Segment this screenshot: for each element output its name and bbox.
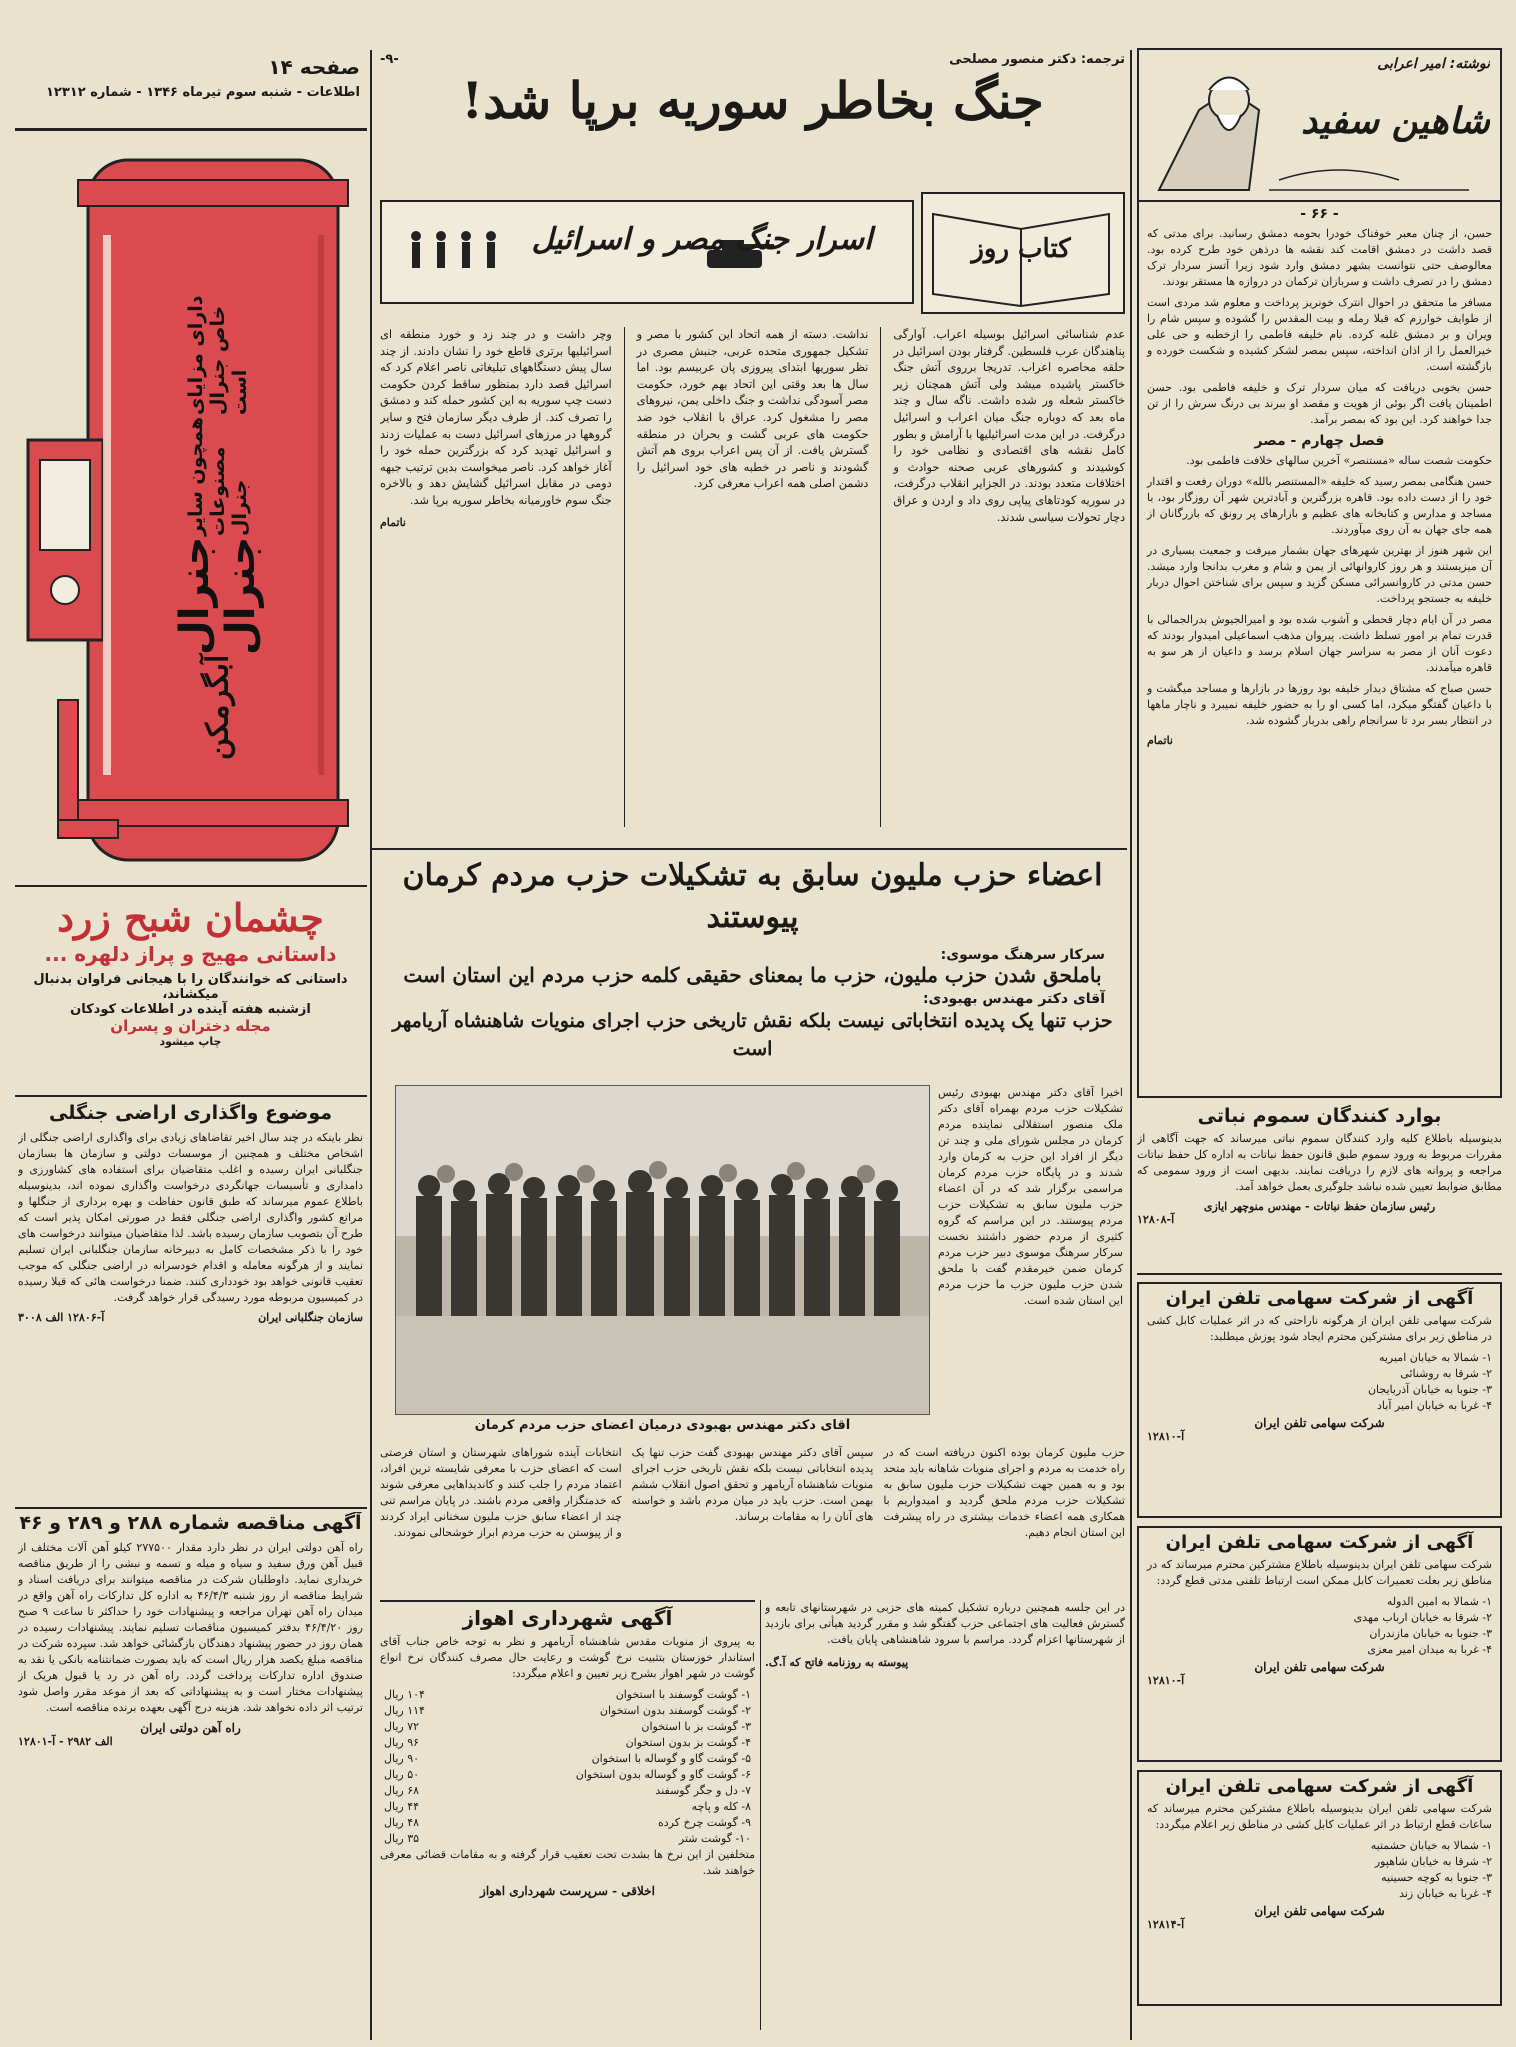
shahin-story-box	[1137, 48, 1502, 1098]
tender-notice-ref: الف ۲۹۸۲ - آ-۱۲۸۰۱	[18, 1735, 113, 1748]
meat-price: ۹۶ ریال	[384, 1736, 420, 1749]
kerman-footer-note: پیوسته به روزنامه فاتح که آ.گ.	[765, 1656, 909, 1669]
series-banner-title: اسرار جنگ مصر و اسرائیل	[531, 222, 873, 257]
forest-notice-body: نظر باینکه در چند سال اخیر تقاضاهای زیادی برای واگذاری اراضی جنگلی از اشخاص مختلف و همچنین از موسسات دولتی و سازمان ها بسازمان جنگلبانی ایران رسیده و اغلب متقاضیان برای استفاده های کشاورزی و دامداری و تأسیسات جهانگردی درخواست واگذاری نموده اند، بدینوسیله باطلاع عموم میرساند که طبق قانون حفاظت و بهره برداری از جنگلها و مراتع کشور واگذاری اراضی جنگلی فقط در صورتی امکان پذیر است که طرح آن بتصویب سازمان رسیده باشد. لذا متقاضیان میتوانند درخواست های خود را با ذکر مشخصات کامل به دبیرخانه سازمان جنگلبانی ایران تسلیم نمایند و از هرگونه معامله و اقدام خودسرانه در اراضی جنگلی که موجب تعقیب قانونی خواهد بود خودداری کنند. ضمنا درخواست هائی که قبلا رسیده در کمیسیون مربوطه مورد رسیدگی قرار خواهد گرفت.	[18, 1131, 363, 1304]
shahin-para-1: حسن، از چنان معبر خوفناک خودرا بحومه دمشق رسانید. برای مدتی که قصد داشت در دمشق اقامت کند نقشه ها درذهن خود طرح کرده بود. معالوصف حتی نتوانست بشهر دمشق وارد شود زیرا آتسز سردار ترک دمشق را در تصرف داشت و سربازان ترکمان در دروازه ها مستقر بودند.	[1147, 227, 1492, 288]
table-row	[380, 1687, 755, 1703]
shahin-episode: - ۶۶ -	[1300, 206, 1339, 222]
shahin-para-6: این شهر هنوز از بهترین شهرهای جهان بشمار میرفت و جمعیت بسیاری در آن میزیستند و هر روز کاروانهائی از یمن و شام و مغرب بدانجا وارد میشد. حسن مدتی در کاروانسرائی مسکن گزید و سپس برای شناختن احوال دربار خلیفه به جستجو پرداخت.	[1147, 544, 1492, 605]
book-of-day-badge	[921, 192, 1125, 314]
book-of-day-label: کتاب روز	[971, 234, 1071, 264]
forest-notice	[18, 1102, 363, 1502]
story-ad-title: چشمان شبح زرد	[57, 895, 324, 940]
table-row	[380, 1799, 755, 1815]
table-row	[380, 1751, 755, 1767]
meat-item: ۱۰- گوشت شتر	[678, 1832, 751, 1845]
ad-brand-line: آبگرمکن	[200, 654, 236, 760]
shahin-para-4: حکومت شصت ساله «مستنصر» آخرین سالهای خلافت فاطمی بود.	[1186, 454, 1492, 467]
shahin-title: شاهین سفید	[1300, 100, 1490, 142]
story-ad-subtitle: داستانی مهیج و پراز دلهره ...	[44, 942, 337, 966]
table-row	[380, 1735, 755, 1751]
meat-price: ۹۰ ریال	[384, 1752, 420, 1765]
kerman-side-text: اخیرا آقای دکتر مهندس بهبودی رئیس تشکیلات حزب مردم بهمراه آقای دکتر ملک منصور استقلالی نماینده مردم کرمان در مجلس شورای ملی و چند تن دیگر از افراد این حزب به کرمان وارد شدند و در پایگاه حزب مردم کرمان مراسمی برگزار شد که در آن اعضاء حزب ملیون سابق به تشکیلات حزب مردم پیوستند. در این مراسم که گروه کثیری از مردم حضور داشتند نخست سرکار سرهنگ موسوی دبیر حزب مردم کرمان ضمن خیرمقدم گفت با ملحق شدن حزب ملیون حزب ما حزب مردم این استان شده است.	[938, 1086, 1123, 1307]
kerman-group-photo	[395, 1085, 930, 1415]
meat-price-table	[380, 1687, 755, 1847]
list-item: ۴- غربا به خیابان امیر آباد	[1377, 1399, 1492, 1412]
story-ad-line1: داستانی که خوانندگان را با هیجانی فراوان بدنبال میکشاند،	[33, 972, 348, 1002]
meat-price: ۵۰ ریال	[384, 1768, 420, 1781]
phone-ad-body: شرکت سهامی تلفن ایران بدینوسیله باطلاع مشترکین محترم میرساند که ساعات قطع ارتباط در اثر عملیات کابل کشی در مناطق زیر اعلام میگردد:	[1147, 1802, 1492, 1831]
syria-column-1: عدم شناسائی اسرائیل بوسیله اعراب. آوارگی پناهندگان عرب فلسطین. گرفتار بودن اسرائیل در حلقه محاصره اعراب. تدریجا برروی آتش جنگ خاکستر پاشیده میشد ولی آتش همچنان زیر خاکستر شعله ور شده داشت. ناگه سال و چند ماه بعد که دوباره جنگ میان اعراب و اسرائیل درگرفت. در این مدت اسرائیلیها با آرامش و بطور کامل نقشه های اقتصادی و نظامی خود را کوشیدند و کشورهای عربی صحنه حوادث و اختلافات متعدد بودند. در الجزایر انقلاب درگرفت، در سوریه کودتاهای پیاپی روی داد و اردن و عراق دچار تحولات سیاسی شدند.	[893, 328, 1125, 524]
meat-price: ۶۸ ریال	[384, 1784, 420, 1797]
ahvaz-notice-note: متخلفین از این نرخ ها بشدت تحت تعقیب قرار گرفته و به مقامات قضائی معرفی خواهند شد.	[380, 1848, 755, 1877]
ad-tagline-2: دارای مزایای خاص جنرال است	[185, 295, 251, 416]
series-banner	[380, 200, 914, 304]
shahin-author: نوشته: امیر اعرابی	[1377, 56, 1490, 72]
list-item: ۱- شمالا به خیابان امیریه	[1378, 1351, 1492, 1364]
phone-ad-signer: شرکت سهامی تلفن ایران	[1254, 1904, 1385, 1918]
tender-notice-body: راه آهن دولتی ایران در نظر دارد مقدار ۲۷۷۵۰۰ کیلو آهن آلات مختلف از قبیل آهن ورق سفید و سیاه و میله و تسمه و نبشی را از طریق مناقصه خریداری نماید. داوطلبان شرکت در مناقصه میتوانند برای دریافت اسناد و شرایط مناقصه از روز شنبه ۴۶/۴/۳ به اداره کل تدارکات راه آهن واقع در میدان راه آهن تهران مراجعه و پیشنهادات خود را حداکثر تا ساعت ۹ صبح روز ۴۶/۴/۲۰ بدفتر کمیسیون مناقصات تسلیم نمایند. پیشنهادات رسیده در همان روز در حضور پیشنهاد دهندگان بازگشائی خواهد شد. سپرده شرکت در مناقصه مبلغ یکصد هزار ریال است که باید بصورت ضمانتنامه بانکی یا نقد به صندوق اداره تدارکات پرداخت گردد. راه آهن در رد یا قبول هریک از پیشنهادات مختار است و به پیشنهاداتی که بعد از موعد مقرر واصل شود ترتیب اثر داده نخواهد شد. هزینه درج آگهی بعهده برنده مناقصه است.	[18, 1541, 363, 1714]
pesticide-notice-body: بدینوسیله باطلاع کلیه وارد کنندگان سموم نباتی میرساند که جهت آگاهی از مقررات مربوط به ورود سموم طبق قانون حفظ نباتات به اداره کل حفظ نباتات مراجعه و پروانه های لازم را دریافت نمایند. بدیهی است از ورود سمومی که مطابق ضوابط تعیین شده نباشد جلوگیری بعمل خواهد آمد.	[1137, 1132, 1502, 1193]
table-row	[380, 1719, 755, 1735]
tender-notice	[18, 1512, 363, 2032]
shahin-chapter: فصل چهارم - مصر	[1254, 433, 1385, 449]
list-item: ۴- غربا به خیابان زند	[1399, 1887, 1492, 1900]
group-photo-image	[396, 1086, 930, 1415]
meat-price: ۳۵ ریال	[384, 1832, 420, 1845]
meat-item: ۷- دل و جگر گوسفند	[655, 1784, 751, 1797]
pesticide-notice	[1137, 1105, 1502, 1275]
table-row	[380, 1703, 755, 1719]
kerman-headline: اعضاء حزب ملیون سابق به تشکیلات حزب مردم کرمان پیوستند	[402, 858, 1103, 935]
meat-price: ۱۱۴ ریال	[384, 1704, 425, 1717]
ahvaz-notice-intro: به پیروی از منویات مقدس شاهنشاه آریامهر و نظر به توجه خاص جناب آقای استاندار خوزستان بتثبیت نرخ گوشت و رعایت حال مصرف کنندگان نرخ انواع گوشت در شهر اهواز بشرح زیر تعیین و اعلام میگردد:	[380, 1635, 755, 1680]
tender-notice-title: آگهی مناقصه شماره ۲۸۸ و ۲۸۹ و ۴۶	[19, 1512, 362, 1534]
list-item: ۱- شمالا به امین الدوله	[1386, 1595, 1492, 1608]
phone-ad-title: آگهی از شرکت سهامی تلفن ایران	[1165, 1532, 1474, 1553]
list-item: ۲- شرقا به روشنائی	[1400, 1367, 1492, 1380]
speaker-1: سرکار سرهنگ موسوی:	[940, 947, 1105, 963]
meat-item: ۸- کله و پاچه	[691, 1800, 751, 1813]
phone-ad	[1137, 1770, 1502, 2006]
quote-2: حزب تنها یک پدیده انتخاباتی نیست بلکه نقش تاریخی حزب اجرای منویات شاهنشاه آریامهر است	[392, 1010, 1113, 1060]
meat-item: ۵- گوشت گاو و گوساله با استخوان	[591, 1752, 751, 1765]
kerman-body-bottom	[765, 1600, 1125, 2035]
meat-price: ۷۲ ریال	[384, 1720, 420, 1733]
phone-ad	[1137, 1526, 1502, 1762]
meat-item: ۲- گوشت گوسفند بدون استخوان	[599, 1704, 751, 1717]
shahin-para-8: حسن صباح که مشتاق دیدار خلیفه بود روزها در بازارها و مساجد میگشت و با داعیان گفتگو میکرد، اما کسی او را به حضور خلیفه نمیبرد و ناچار ماهها در انتظار بسر برد تا سرانجام راهی بدربار گشوده شد.	[1147, 682, 1492, 727]
shahin-continued: ناتمام	[1147, 734, 1173, 747]
kerman-body-col-1: حزب ملیون کرمان بوده اکنون دریافته است که در راه خدمت به مردم و اجرای منویات شاهانه باید متحد بود و به همین جهت تشکیلات حزب ملیون سابق به تشکیلات حزب مردم ملحق گردید و امیدواریم با همکاری همه اعضاء خدمات بیشتری در راه پیشرفت این استان انجام دهیم.	[883, 1446, 1125, 1539]
table-row	[380, 1831, 755, 1847]
forest-notice-signer: سازمان جنگلبانی ایران	[258, 1311, 363, 1324]
shahin-para-2: مسافر ما متحقق در احوال انترک خونریز پرداخت و معلوم شد مردی است از طوایف خوارزم که قبلا رمله و بیت المقدس را گشوده و سپس شام را ویران و بر دمشق غلبه کرده. نام خلیفه فاطمی را ازخطبه و حی علی خیرالعمل را از اذان انداخته، سپس بمصر لشکر کشیده و شکست خورده و بازگشته است.	[1147, 296, 1492, 373]
table-row	[380, 1783, 755, 1799]
syria-article	[380, 52, 1125, 844]
pesticide-notice-ref: آ-۱۲۸۰۸	[1137, 1213, 1175, 1226]
syria-headline: جنگ بخاطر سوریه برپا شد!	[461, 71, 1044, 130]
kerman-body-top	[380, 1445, 1125, 1595]
phone-ad-areas	[1147, 1350, 1492, 1414]
phone-ad-ref: آ-۱۲۸۱۰	[1147, 1674, 1185, 1687]
phone-ad-areas	[1147, 1838, 1492, 1902]
shahin-story-header	[1139, 50, 1500, 202]
table-row	[380, 1767, 755, 1783]
meat-item: ۳- گوشت بز با استخوان	[641, 1720, 751, 1733]
phone-ad-ref: آ-۱۲۸۱۴	[1147, 1918, 1185, 1931]
phone-ad-body: شرکت سهامی تلفن ایران بدینوسیله باطلاع مشترکین محترم میرساند که در مناطق زیر بعلت تعمیرات کابل ممکن است ارتباط تلفنی مدتی قطع گردد:	[1147, 1558, 1492, 1587]
syria-column-2: نداشت. دسته از همه اتحاد این کشور با مصر و تشکیل جمهوری متحده عربی، جنبش مصری در نظر سوریها ابتدای پیروزی پان عربیسم بود. اما سال ها بعد وقتی این اتحاد بهم خورد، حکومت مصر آسودگی نداشت و جنگ داخلی یمن، نیروهای مصر را مشغول کرد. عراق با انقلاب خود ضد حکومت های عربی گشت و بحران در منطقه گسترش یافت. از آن پس اعراب بروی هم آتش گشودند و ناصر در خطبه های خود اسرائیل را دشمن اصلی همه اعراب معرفی کرد.	[636, 328, 869, 491]
translator-credit: ترجمه: دکتر منصور مصلحی	[949, 52, 1125, 67]
story-ad	[18, 895, 363, 1090]
story-ad-line3: مجله دختران و پسران	[110, 1017, 271, 1035]
ahvaz-notice-signer: اخلاقی - سرپرست شهرداری اهواز	[480, 1884, 655, 1898]
shahin-para-5: حسن هنگامی بمصر رسید که خلیفه «المستنصر بالله» دوران رفعت و اقتدار خود را از دست داده بود. قاهره بزرگترین و آبادترین شهر آن روزگار بود، با مساجد و مدارس و کتابخانه های عظیم و بازارهای پر رونق که بازرگانان از همه جای جهان به آن روی میآوردند.	[1147, 475, 1492, 536]
ad-brand-name: جنرال جنرال	[172, 536, 264, 655]
list-item: ۳- جنوبا به کوچه حسینیه	[1381, 1871, 1492, 1884]
quote-1: باملحق شدن حزب ملیون، حزب ما بمعنای حقیقی کلمه حزب مردم این استان است	[403, 963, 1102, 987]
phone-ad-title: آگهی از شرکت سهامی تلفن ایران	[1165, 1288, 1474, 1309]
ad-tagline-1: همچون سایر مصنوعات جنرال	[185, 417, 251, 537]
list-item: ۲- شرقا به خیابان شاهپور	[1374, 1855, 1492, 1868]
list-item: ۴- غربا به میدان امیر معزی	[1367, 1643, 1492, 1656]
kerman-body-col-3: انتخابات آینده شوراهای شهرستان و استان فرصتی است که اعضای حزب با معرفی شایسته ترین افراد، اعتماد مردم را جلب کنند و کاندیداهایی معرفی شوند که خدمتگزار واقعی مردم باشند. در پایان مراسم تنی چند از اعضاء سابق حزب ملیون سخنانی ایراد کردند و از پیوستن به حزب مردم ابراز خوشحالی نمودند.	[380, 1446, 622, 1539]
list-item: ۳- جنوبا به خیابان مازندران	[1369, 1627, 1492, 1640]
shahin-para-3: حسن بخوبی دریافت که میان سردار ترک و خلیفه فاطمی بود. حسن اطمینان یافت اگر بوئی از هویت و مقصد او ببرند بی درنگ سرش را از تن جدا خواهند کرد. این بود که بمصر برآمد.	[1147, 381, 1492, 426]
meat-price: ۴۴ ریال	[384, 1800, 420, 1813]
shahin-para-7: مصر در آن ایام دچار قحطی و آشوب شده بود و امیرالجیوش بدرالجمالی با قدرت تمام بر امور تسلط داشت. پیروان مذهب اسماعیلی امیدوار بودند که دعوت آنان از مصر به سراسر جهان اسلام برسد و داعیان از هر سو به قاهره میآمدند.	[1147, 613, 1492, 674]
ahvaz-notice	[380, 1600, 755, 2035]
list-item: ۱- شمالا به خیابان حشمتیه	[1370, 1839, 1492, 1852]
meat-item: ۶- گوشت گاو و گوساله بدون استخوان	[575, 1768, 751, 1781]
pesticide-notice-title: بوارد کنندگان سموم نباتی	[1197, 1105, 1442, 1127]
masthead	[20, 55, 360, 125]
forest-notice-ref: آ-۱۲۸۰۶ الف ۳۰۰۸	[18, 1311, 105, 1324]
issue-line: اطلاعات - شنبه سوم تیرماه ۱۳۴۶ - شماره ۱۲۳۱۲	[46, 85, 360, 100]
meat-price: ۱۰۴ ریال	[384, 1688, 425, 1701]
tender-notice-signer: راه آهن دولتی ایران	[140, 1721, 241, 1735]
kerman-body-col-4: در این جلسه همچنین درباره تشکیل کمیته های حزبی در شهرستانهای تابعه و گسترش فعالیت های اجتماعی حزب گفتگو شد و مقرر گردید هیأتی برای بازدید از شهرستانها اعزام گردد. مراسم با سرود شاهنشاهی پایان یافت.	[765, 1601, 1125, 1646]
pesticide-notice-signer: رئیس سازمان حفظ نباتات - مهندس منوچهر ایازی	[1203, 1200, 1436, 1213]
photo-caption: آقای دکتر مهندس بهبودی درمیان اعضای حزب مردم کرمان	[474, 1418, 851, 1433]
speaker-2: آقای دکتر مهندس بهبودی:	[922, 991, 1105, 1007]
phone-ad-signer: شرکت سهامی تلفن ایران	[1254, 1416, 1385, 1430]
water-heater-ad	[18, 140, 363, 880]
kerman-body-col-2: سپس آقای دکتر مهندس بهبودی گفت حزب تنها یک پدیده انتخاباتی نیست بلکه نقش تاریخی حزب اجرای منویات شاهنشاه آریامهر و تحقق اصول انقلاب ششم بهمن است. حزب باید در میان مردم باشد و خواسته های آنان را به مقامات برساند.	[631, 1446, 874, 1523]
story-ad-line4: چاپ میشود	[159, 1035, 222, 1048]
ahvaz-notice-title: آگهی شهرداری اهواز	[462, 1606, 673, 1630]
phone-ad-signer: شرکت سهامی تلفن ایران	[1254, 1660, 1385, 1674]
page-marker: -۹-	[380, 52, 399, 67]
forest-notice-title: موضوع واگذاری اراضی جنگلی	[48, 1102, 332, 1124]
table-row	[380, 1815, 755, 1831]
phone-ads	[1137, 1282, 1502, 2037]
meat-item: ۴- گوشت بز بدون استخوان	[625, 1736, 751, 1749]
phone-ad-body: شرکت سهامی تلفن ایران از هرگونه ناراحتی که در اثر عملیات کابل کشی در مناطق زیر برای مشترکین محترم ایجاد شود پوزش میطلبد:	[1147, 1314, 1492, 1343]
meat-item: ۹- گوشت چرخ کرده	[657, 1816, 751, 1829]
kerman-header	[380, 855, 1125, 1115]
list-item: ۲- شرقا به خیابان ارباب مهدی	[1353, 1611, 1492, 1624]
page-number: صفحه ۱۴	[268, 55, 360, 79]
syria-continued: ناتمام	[380, 515, 406, 529]
syria-column-3: وچر داشت و در چند زد و خورد منطقه ای اسرائیلیها برتری قاطع خود را نشان دادند. از چند سال پیش دستگاههای تبلیغاتی ناصر اعلام کرد که اسرائیل قصد دارد بمنظور ساقط کردن حکومت دست چپ سوریه به این کشور حمله کند و دمشق را تصرف کند. از طرف دیگر سازمان فتح و سایر گروهها در مرزهای اسرائیل دست به عملیات زدند و اسرائیل تهدید کرد که بزرگترین حمله خود را آغاز خواهد کرد. ناصر میخواست بدین ترتیب جبهه دومی در مقابل اسرائیل گشایش دهد و بالاخره جنگ سوم خاورمیانه بخاطر سوریه برپا شد. ناتمام	[380, 328, 612, 529]
phone-ad-title: آگهی از شرکت سهامی تلفن ایران	[1165, 1776, 1474, 1797]
phone-ad-areas	[1147, 1594, 1492, 1658]
list-item: ۳- جنوبا به خیابان آذربایجان	[1367, 1383, 1492, 1396]
meat-price: ۴۸ ریال	[384, 1816, 420, 1829]
phone-ad-ref: آ-۱۲۸۱۰	[1147, 1430, 1185, 1443]
meat-item: ۱- گوشت گوسفند با استخوان	[615, 1688, 751, 1701]
story-ad-line2: ازشنبه هفته آینده در اطلاعات کودکان	[70, 1002, 311, 1017]
phone-ad	[1137, 1282, 1502, 1518]
